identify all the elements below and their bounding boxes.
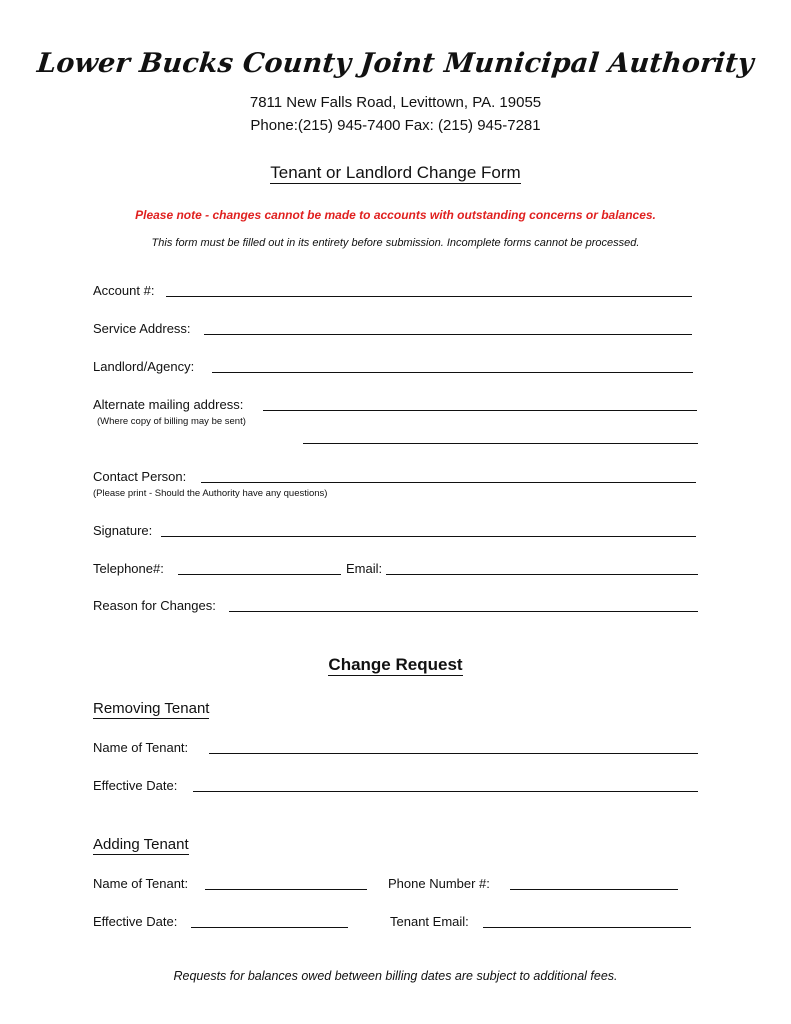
contact-person-field[interactable] — [201, 482, 696, 483]
adding-name-label: Name of Tenant: — [93, 876, 189, 891]
service-address-label: Service Address: — [93, 321, 191, 336]
organization-title: Lower Bucks County Joint Municipal Authority — [35, 48, 756, 79]
email-label: Email: — [346, 561, 383, 576]
telephone-label: Telephone#: — [93, 561, 164, 576]
adding-phone-field[interactable] — [510, 889, 678, 890]
change-request-heading — [0, 655, 791, 675]
contact-person-note: (Please print - Should the Authority have any questions) — [93, 488, 328, 499]
alternate-mailing-field-2[interactable] — [303, 443, 698, 444]
adding-effective-date-label: Effective Date: — [93, 914, 178, 929]
organization-phone-fax: Phone:(215) 945-7400 Fax: (215) 945-7281 — [250, 117, 541, 134]
adding-tenant-heading — [93, 836, 189, 853]
reason-field[interactable] — [229, 611, 698, 612]
reason-label: Reason for Changes: — [93, 598, 216, 613]
landlord-agency-label: Landlord/Agency: — [93, 359, 195, 374]
email-field[interactable] — [386, 574, 698, 575]
form-title-text: Tenant or Landlord Change Form — [270, 163, 521, 182]
removing-tenant-heading-text: Removing Tenant — [93, 700, 210, 717]
adding-phone-label: Phone Number #: — [388, 876, 490, 891]
removing-name-label: Name of Tenant: — [93, 740, 189, 755]
account-label: Account #: — [93, 283, 155, 298]
warning-note: Please note - changes cannot be made to accounts with outstanding concerns or balances. — [135, 208, 656, 222]
service-address-field[interactable] — [204, 334, 692, 335]
landlord-agency-field[interactable] — [212, 372, 693, 373]
footer-note: Requests for balances owed between billing dates are subject to additional fees. — [173, 969, 618, 983]
change-request-heading-text: Change Request — [328, 655, 463, 674]
adding-name-field[interactable] — [205, 889, 367, 890]
removing-tenant-heading — [93, 700, 209, 717]
adding-effective-date-field[interactable] — [191, 927, 348, 928]
alternate-mailing-label: Alternate mailing address: — [93, 397, 244, 412]
telephone-field[interactable] — [178, 574, 341, 575]
alternate-mailing-note: (Where copy of billing may be sent) — [97, 416, 246, 427]
adding-email-label: Tenant Email: — [390, 914, 469, 929]
alternate-mailing-field-1[interactable] — [263, 410, 697, 411]
removing-effective-date-field[interactable] — [193, 791, 698, 792]
adding-tenant-heading-text: Adding Tenant — [93, 836, 189, 853]
adding-email-field[interactable] — [483, 927, 691, 928]
account-field[interactable] — [166, 296, 692, 297]
removing-name-field[interactable] — [209, 753, 698, 754]
contact-person-label: Contact Person: — [93, 469, 187, 484]
signature-field[interactable] — [161, 536, 696, 537]
removing-effective-date-label: Effective Date: — [93, 778, 178, 793]
instruction-note: This form must be filled out in its entirety before submission. Incomplete forms cannot be processed. — [151, 237, 640, 249]
signature-label: Signature: — [93, 523, 153, 538]
organization-address: 7811 New Falls Road, Levittown, PA. 19055 — [249, 94, 542, 111]
form-title — [0, 163, 791, 183]
